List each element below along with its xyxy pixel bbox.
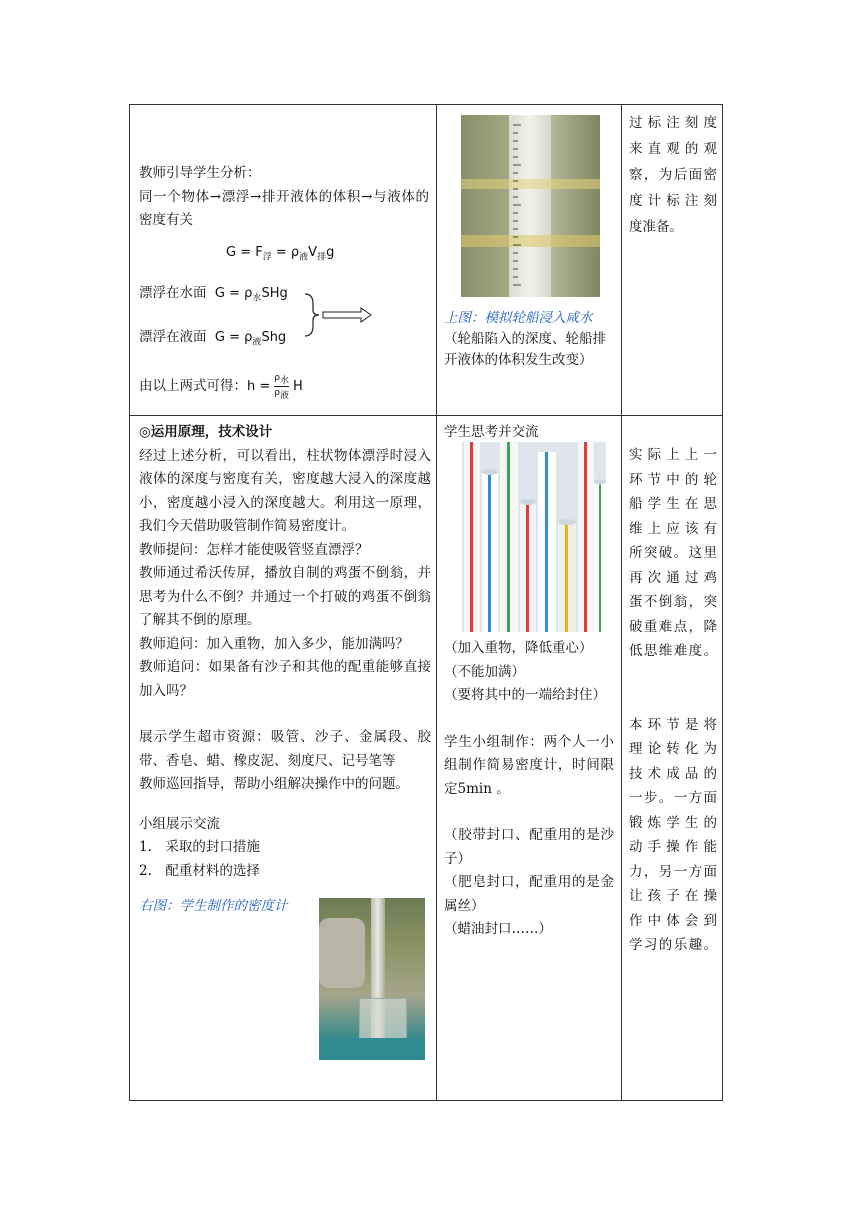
conclusion	[139, 372, 429, 403]
ship-photo-note: （轮船陷入的深度、轮船排开液体的体积发生改变）	[444, 331, 606, 368]
buoyancy-formula: $G = F_浮 = \rho_液V_排g$	[226, 244, 335, 263]
row1-note-line-4: 度计标注刻	[629, 193, 717, 209]
group-work-text: 学生小组制作：两个人一小组制作简易密度计，时间限定5min 。	[444, 733, 614, 797]
float-liquid-label: 漂浮在液面	[139, 328, 207, 345]
float-liquid-formula: $G = \rho_液Shg$	[210, 329, 287, 348]
row2-note2-line-9: 作中体会到	[629, 912, 717, 929]
row2-note1-line-8: 破重难点，降	[629, 618, 717, 635]
row2-note1-line-1: 实际上上一	[629, 447, 717, 463]
float-water-label: 漂浮在水面	[139, 284, 207, 301]
teacher-question-1: 教师提问：怎样才能使吸管竖直漂浮？	[139, 541, 369, 558]
student-discussion-title: 学生思考并交流	[444, 424, 539, 440]
conclusion-label: 由以上两式可得：	[139, 378, 247, 395]
row2-note2-line-5: 锻炼学生的	[629, 814, 717, 831]
row2-note1-line-3: 船学生在思	[629, 496, 717, 512]
row2-note1-line-6: 再次通过鸡	[629, 569, 717, 586]
row2-note1-line-9: 低思维难度。	[629, 643, 717, 659]
result-wax: （蜡油封口……）	[444, 921, 552, 937]
guide-text: 教师巡回指导，帮助小组解决操作中的问题。	[139, 776, 409, 792]
hydrometer-photo-caption: 右图：学生制作的密度计	[139, 898, 288, 914]
row2-right-cell	[629, 443, 717, 958]
row2-note2-line-3: 技术成品的	[629, 765, 717, 782]
analysis-chain: 同一个物体→漂浮→排开液体的体积→与液体的密度有关	[139, 188, 429, 228]
row2-middle-answers	[444, 637, 614, 942]
row1-right-cell	[629, 110, 717, 240]
result-soap-wire: （肥皂封口，配重用的是金属丝）	[444, 874, 614, 914]
answer-not-full: （不能加满）	[444, 663, 525, 680]
teacher-question-3: 教师追问：加入重物，加入多少，能加满吗？	[139, 635, 409, 652]
brace-arrow-icon	[303, 292, 373, 338]
section-heading: ◎运用原理，技术设计	[139, 424, 273, 440]
row-divider	[130, 415, 722, 416]
row2-note1-line-5: 所突破。这里	[629, 545, 717, 561]
intro-text: 教师引导学生分析：	[139, 165, 261, 181]
row2-note2-line-1: 本环节是将	[629, 716, 717, 733]
row1-note-line-1: 过标注刻度	[629, 115, 717, 131]
float-water-formula: $G = \rho_水SHg$	[210, 285, 288, 304]
teacher-question-2: 教师通过希沃传屏，播放自制的鸡蛋不倒翁，并思考为什么不倒？并通过一个打破的鸡蛋不倒翁了解其不倒的原理。	[139, 565, 431, 628]
row2-left-cell	[139, 421, 431, 919]
row1-note-line-2: 来直观的观	[629, 141, 717, 157]
row1-note-line-5: 度准备。	[629, 219, 683, 235]
row2-note1-line-4: 维上应该有	[629, 520, 717, 537]
answer-seal-end: （要将其中的一端给封住）	[444, 687, 606, 703]
row2-middle-cell	[444, 421, 614, 445]
float-formulas	[139, 282, 429, 370]
resources-text: 展示学生超市资源：吸管、沙子、金属段、胶带、香皂、蜡、橡皮泥、刻度尺、记号笔等	[139, 729, 431, 769]
ship-in-saltwater-photo	[461, 115, 600, 297]
row2-note2-line-10: 学习的乐趣。	[629, 937, 717, 953]
result-tape-sand: （胶带封口、配重用的是沙子）	[444, 827, 614, 867]
conclusion-formula: h = $\rho_水$ $\rho_液$ H	[247, 372, 303, 402]
group-share-title: 小组展示交流	[139, 815, 220, 832]
lesson-table	[129, 104, 723, 1101]
row2-note2-line-6: 动手操作能	[629, 839, 717, 855]
answer-add-weight: （加入重物，降低重心）	[444, 640, 593, 656]
row2-note2-line-2: 理论转化为	[629, 741, 717, 757]
row2-note2-line-8: 让孩子在操	[629, 888, 717, 904]
principle-paragraph: 经过上述分析，可以看出，柱状物体漂浮时浸入液体的深度与密度有关，密度越大浸入的深度越小，密度越小浸入的深度越大。利用这一原理，我们今天借助吸管制作简易密度计。	[139, 447, 431, 534]
row2-note2-line-7: 力，另一方面	[629, 863, 717, 880]
row2-note1-line-2: 环节中的轮	[629, 471, 717, 488]
row1-middle-cell	[444, 308, 614, 371]
column-divider-1	[436, 105, 437, 1100]
ship-photo-caption: 上图：模拟轮船浸入咸水	[444, 310, 593, 326]
row2-note2-line-4: 一步。一方面	[629, 790, 717, 806]
share-item-1: 1. 采取的封口措施	[139, 839, 260, 855]
share-item-2: 2. 配重材料的选择	[139, 862, 260, 879]
straws-photo	[462, 442, 606, 632]
row2-note1-line-7: 蛋不倒翁，突	[629, 594, 717, 610]
group-share-block	[139, 813, 319, 919]
teacher-question-4: 教师追问：如果备有沙子和其他的配重能够直接加入吗？	[139, 659, 431, 699]
student-hydrometer-photo	[319, 898, 425, 1060]
row1-note-line-3: 察，为后面密	[629, 167, 717, 183]
row1-left-cell	[139, 162, 429, 402]
column-divider-2	[621, 105, 622, 1100]
